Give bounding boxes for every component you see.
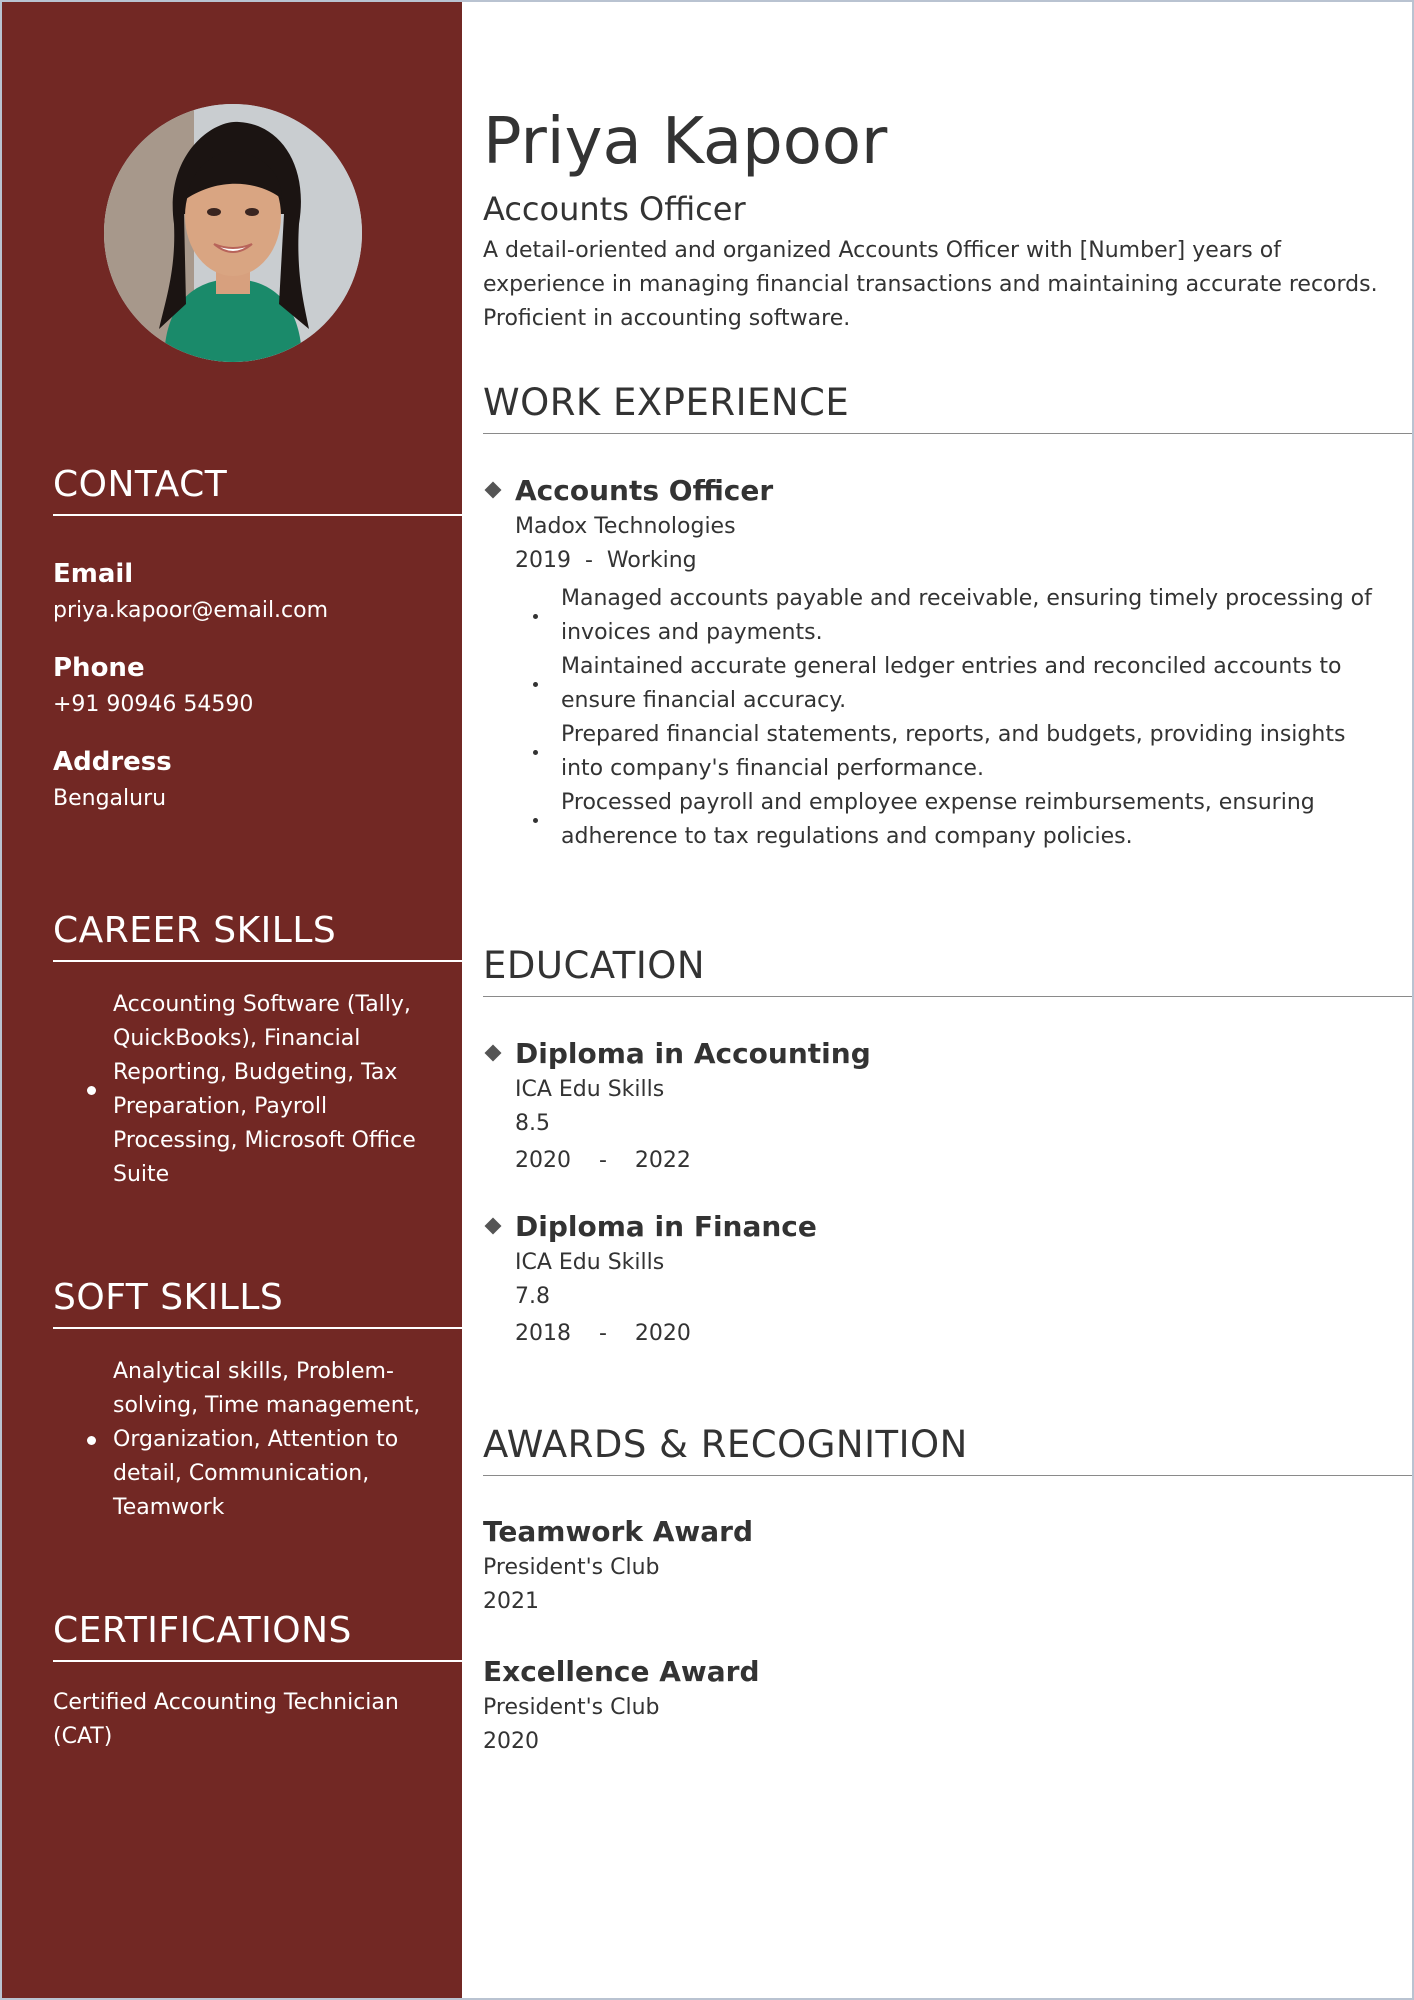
phone-value[interactable]: +91 90946 54590 bbox=[53, 692, 254, 717]
awards-heading: AWARDS & RECOGNITION bbox=[483, 1421, 1414, 1476]
school-name: ICA Edu Skills bbox=[515, 1250, 665, 1275]
education-entry bbox=[483, 1208, 1383, 1354]
bullet-icon bbox=[87, 1436, 96, 1445]
career-skills-heading: CAREER SKILLS bbox=[53, 908, 462, 962]
career-skills-text: Accounting Software (Tally, QuickBooks), Financial Reporting, Budgeting, Tax Preparation, Payroll Processing, Microsoft Office Suite bbox=[113, 992, 416, 1187]
award-issuer: President's Club bbox=[483, 1555, 660, 1580]
bullet-icon bbox=[533, 818, 538, 823]
job-dates: 2019 - Working bbox=[515, 548, 697, 573]
address-value: Bengaluru bbox=[53, 786, 167, 811]
school-name: ICA Edu Skills bbox=[515, 1077, 665, 1102]
profile-summary: A detail-oriented and organized Accounts Officer with [Number] years of experience in managing financial transactions and maintaining accurate records. Proficient in accounting software. bbox=[483, 238, 1378, 331]
education-score: 8.5 bbox=[515, 1111, 550, 1136]
email-group bbox=[53, 556, 328, 626]
education-score: 7.8 bbox=[515, 1284, 550, 1309]
duty-text: Processed payroll and employee expense reimbursements, ensuring adherence to tax regulations and company policies. bbox=[561, 790, 1315, 849]
bullet-icon bbox=[533, 750, 538, 755]
award-entry bbox=[483, 1513, 1383, 1619]
award-year: 2021 bbox=[483, 1589, 539, 1614]
certifications-heading: CERTIFICATIONS bbox=[53, 1608, 462, 1662]
list-item bbox=[515, 650, 1385, 718]
contact-heading: CONTACT bbox=[53, 462, 462, 516]
degree-title: Diploma in Finance bbox=[515, 1210, 817, 1243]
address-label: Address bbox=[53, 747, 172, 777]
diamond-bullet-icon bbox=[485, 1045, 502, 1062]
education-dates: 2018 - 2020 bbox=[515, 1321, 691, 1346]
certification-item: Certified Accounting Technician (CAT) bbox=[53, 1690, 399, 1749]
award-title: Teamwork Award bbox=[483, 1515, 754, 1548]
contact-section bbox=[53, 462, 462, 811]
list-item bbox=[87, 988, 427, 1192]
list-item bbox=[515, 786, 1385, 854]
career-skills-section bbox=[53, 908, 462, 1187]
bullet-icon bbox=[87, 1086, 96, 1095]
degree-title-row bbox=[483, 1035, 1383, 1073]
education-entry bbox=[483, 1035, 1383, 1181]
address-group bbox=[53, 744, 172, 814]
award-entry bbox=[483, 1653, 1383, 1759]
bullet-icon bbox=[533, 614, 538, 619]
degree-title: Diploma in Accounting bbox=[515, 1037, 871, 1070]
phone-label: Phone bbox=[53, 653, 145, 683]
diamond-bullet-icon bbox=[485, 482, 502, 499]
degree-title-row bbox=[483, 1208, 1383, 1246]
phone-group bbox=[53, 650, 253, 720]
main-content bbox=[483, 2, 1414, 2000]
candidate-name: Priya Kapoor bbox=[483, 105, 888, 179]
work-experience-heading: WORK EXPERIENCE bbox=[483, 379, 1414, 434]
job-title: Accounts Officer bbox=[515, 474, 774, 507]
certifications-section bbox=[53, 1608, 462, 1749]
job-company: Madox Technologies bbox=[515, 514, 736, 539]
soft-skills-section bbox=[53, 1275, 462, 1520]
duty-text: Managed accounts payable and receivable, ensuring timely processing of invoices and payments. bbox=[561, 586, 1372, 645]
job-entry bbox=[483, 472, 1383, 849]
list-item bbox=[515, 718, 1385, 786]
job-title-row bbox=[483, 472, 1383, 510]
sidebar bbox=[2, 2, 462, 2000]
email-label: Email bbox=[53, 559, 134, 589]
bullet-icon bbox=[533, 682, 538, 687]
soft-skills-heading: SOFT SKILLS bbox=[53, 1275, 462, 1329]
job-duties-list bbox=[515, 582, 1385, 854]
list-item bbox=[515, 582, 1385, 650]
duty-text: Maintained accurate general ledger entries and reconciled accounts to ensure financial accuracy. bbox=[561, 654, 1342, 713]
award-title: Excellence Award bbox=[483, 1655, 760, 1688]
list-item bbox=[87, 1355, 427, 1525]
award-issuer: President's Club bbox=[483, 1695, 660, 1720]
candidate-title: Accounts Officer bbox=[483, 190, 746, 228]
email-value[interactable]: priya.kapoor@email.com bbox=[53, 598, 329, 623]
career-skills-list bbox=[87, 988, 427, 1192]
diamond-bullet-icon bbox=[485, 1218, 502, 1235]
soft-skills-text: Analytical skills, Problem-solving, Time management, Organization, Attention to detail, Communication, Teamwork bbox=[113, 1359, 421, 1520]
education-dates: 2020 - 2022 bbox=[515, 1148, 691, 1173]
soft-skills-list bbox=[87, 1355, 427, 1525]
award-year: 2020 bbox=[483, 1729, 539, 1754]
education-heading: EDUCATION bbox=[483, 942, 1414, 997]
profile-photo bbox=[104, 104, 362, 362]
duty-text: Prepared financial statements, reports, and budgets, providing insights into company's financial performance. bbox=[561, 722, 1346, 781]
